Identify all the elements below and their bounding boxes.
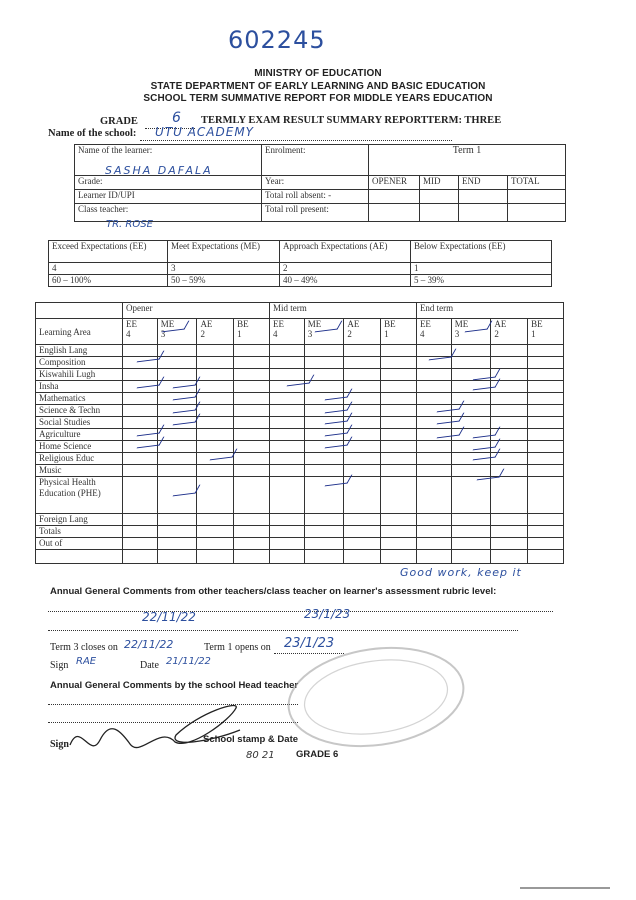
date-label: Date bbox=[140, 660, 159, 671]
present-label: Total roll present: bbox=[265, 204, 329, 214]
sign-label: Sign bbox=[50, 660, 69, 671]
subject-label: Religious Educ bbox=[36, 453, 123, 465]
subject-label: Science & Techn bbox=[36, 405, 123, 417]
mid-header: MID bbox=[420, 176, 459, 190]
grid-period-header: Mid term bbox=[269, 303, 416, 319]
subject-label: Kiswahili Lugh bbox=[36, 369, 123, 381]
level-point: 1 bbox=[531, 329, 536, 339]
footer-pages: 80 21 bbox=[246, 750, 275, 761]
level-code: ME bbox=[307, 319, 322, 329]
subject-label: Agriculture bbox=[36, 429, 123, 441]
report-title: TERMLY EXAM RESULT SUMMARY REPORT bbox=[201, 115, 428, 126]
subject-label: Physical Health Education (PHE) bbox=[36, 477, 123, 514]
level-code: EE bbox=[419, 319, 431, 329]
level-point: 4 bbox=[272, 329, 278, 339]
sign-value: RAE bbox=[76, 656, 97, 667]
level-code: BE bbox=[237, 319, 249, 329]
level-point: 1 bbox=[384, 329, 389, 339]
head-sign-label: Sign bbox=[50, 739, 69, 750]
scale-range: 5 – 39% bbox=[411, 275, 552, 287]
level-point: 2 bbox=[494, 329, 499, 339]
serial-number: 602245 bbox=[228, 26, 326, 54]
annual-teachers-comments-label: Annual General Comments from other teachers/class teacher on learner's assessment rubric level: bbox=[50, 586, 497, 597]
department-heading: STATE DEPARTMENT OF EARLY LEARNING AND BASIC EDUCATION bbox=[150, 81, 486, 92]
enrolment-label: Enrolment: bbox=[265, 145, 306, 155]
subject-label: Foreign Lang bbox=[36, 514, 123, 526]
teacher-value: TR. ROSE bbox=[106, 219, 153, 230]
scale-point: 3 bbox=[168, 263, 280, 275]
upi-label: Learner ID/UPI bbox=[78, 190, 135, 200]
level-point: 4 bbox=[419, 329, 425, 339]
level-point: 2 bbox=[347, 329, 352, 339]
scale-point: 1 bbox=[411, 263, 552, 275]
scale-point: 4 bbox=[49, 263, 168, 275]
grid-period-header: End term bbox=[416, 303, 563, 319]
scale-range: 40 – 49% bbox=[280, 275, 411, 287]
level-code: ME bbox=[160, 319, 175, 329]
term-closes-value: 22/11/22 bbox=[124, 638, 174, 651]
handwritten-date-1: 22/11/22 bbox=[142, 610, 196, 624]
handwritten-date-2: 23/1/23 bbox=[304, 607, 351, 621]
subject-label: Mathematics bbox=[36, 393, 123, 405]
opener-header: OPENER bbox=[369, 176, 420, 190]
end-header: END bbox=[459, 176, 508, 190]
absent-label: Total roll absent: - bbox=[265, 190, 332, 200]
subject-label: Music bbox=[36, 465, 123, 477]
date-value: 21/11/22 bbox=[166, 656, 211, 667]
signature-scribble bbox=[70, 706, 240, 748]
level-code: EE bbox=[126, 319, 137, 329]
scale-header-ee: Exceed Expectations (EE) bbox=[49, 241, 168, 263]
subject-label: Insha bbox=[36, 381, 123, 393]
subject-label: Out of bbox=[36, 538, 123, 550]
level-point: 3 bbox=[454, 329, 460, 339]
learner-name-label: Name of the learner: bbox=[78, 145, 153, 155]
school-stamp-label: School stamp & Date bbox=[203, 734, 299, 745]
subject-label: Home Science bbox=[36, 441, 123, 453]
grid-period-header: Opener bbox=[123, 303, 270, 319]
scale-header-be: Below Expectations (EE) bbox=[411, 241, 552, 263]
scale-range: 50 – 59% bbox=[168, 275, 280, 287]
term-closes-label: Term 3 closes on bbox=[50, 642, 118, 653]
subject-label: English Lang bbox=[36, 345, 123, 357]
learning-area-header: Learning Area bbox=[36, 319, 123, 345]
annual-head-comments-label: Annual General Comments by the school Head teacher bbox=[50, 680, 299, 691]
subject-label: Composition bbox=[36, 357, 123, 369]
school-stamp-outline bbox=[282, 637, 470, 757]
scale-header-ae: Approach Expectations (AE) bbox=[280, 241, 411, 263]
subject-label: Totals bbox=[36, 526, 123, 538]
level-point: 1 bbox=[237, 329, 242, 339]
learner-grade-label: Grade: bbox=[78, 176, 103, 186]
level-point: 4 bbox=[126, 329, 131, 339]
teacher-label: Class teacher: bbox=[78, 204, 129, 214]
scale-point: 2 bbox=[280, 263, 411, 275]
level-code: BE bbox=[531, 319, 543, 329]
term-title: TERM: THREE bbox=[427, 115, 502, 126]
school-value: UTU ACADEMY bbox=[155, 125, 255, 139]
term-opens-label: Term 1 opens on bbox=[204, 642, 271, 653]
report-heading: SCHOOL TERM SUMMATIVE REPORT FOR MIDDLE YEARS EDUCATION bbox=[143, 93, 493, 104]
level-point: 2 bbox=[200, 329, 205, 339]
level-code: AE bbox=[200, 319, 213, 329]
term-opens-value: 23/1/23 bbox=[284, 636, 335, 651]
level-code: BE bbox=[384, 319, 396, 329]
learner-name-value: SASHA DAFALA bbox=[105, 164, 213, 177]
year-label: Year: bbox=[265, 176, 285, 186]
level-code: ME bbox=[454, 319, 469, 329]
scale-range: 60 – 100% bbox=[49, 275, 168, 287]
footer-grade: GRADE 6 bbox=[296, 749, 339, 760]
total-header: TOTAL bbox=[508, 176, 566, 190]
level-point: 3 bbox=[307, 329, 313, 339]
level-code: EE bbox=[272, 319, 284, 329]
handwritten-remark: Good work, keep it bbox=[400, 566, 522, 579]
grade-label: GRADE bbox=[100, 116, 138, 127]
ministry-heading: MINISTRY OF EDUCATION bbox=[254, 68, 382, 79]
level-code: AE bbox=[347, 319, 360, 329]
school-stamp-inner bbox=[300, 651, 453, 742]
scale-header-me: Meet Expectations (ME) bbox=[168, 241, 280, 263]
grade-value: 6 bbox=[172, 110, 181, 126]
school-label: Name of the school: bbox=[48, 128, 137, 139]
level-code: AE bbox=[494, 319, 507, 329]
term-label: Term 1 bbox=[452, 145, 482, 156]
subject-label: Social Studies bbox=[36, 417, 123, 429]
level-point: 3 bbox=[160, 329, 166, 339]
